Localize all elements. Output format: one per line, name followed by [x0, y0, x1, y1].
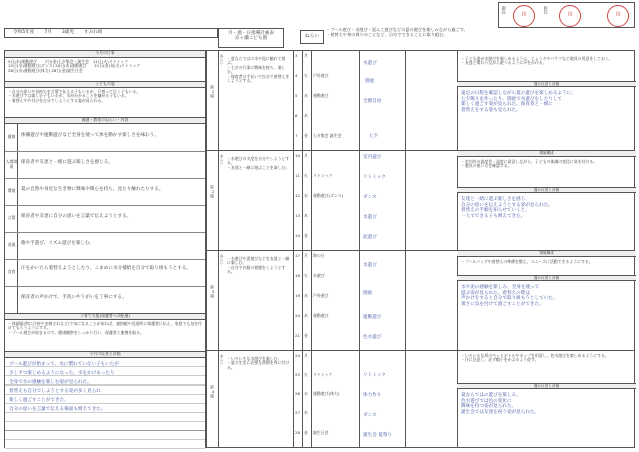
class-name: すみれ組: [83, 30, 103, 36]
handwritten-entry: 室内遊び: [363, 155, 382, 160]
page-title: 月・週・日指導計画表: [228, 31, 274, 36]
handwritten-entry: リトミック: [363, 373, 386, 378]
day-day: 28: [295, 430, 300, 435]
week-review: 夏ならではの遊びを楽しみ、 色水遊びでは色の変化に 興味を持つ姿が見られた。 誕生会では友達を祝う姿が見られた。: [461, 393, 540, 416]
header-aim-label: ねらい: [300, 30, 324, 44]
left-panel: [4, 50, 206, 448]
day-weekday: 金: [304, 133, 308, 138]
handwritten-entry: 水遊び: [363, 61, 377, 66]
domain-label: 食育: [7, 269, 16, 275]
handwritten-entry: ダンス: [363, 195, 377, 200]
month-aim: ・プール遊び・水遊び・泥んこ遊びなどの夏の遊びを楽しみながら過ごす。: [326, 27, 468, 32]
stamp-label: 園長: [501, 6, 507, 14]
day-weekday: 金: [304, 233, 308, 238]
domain-label: 健康: [7, 134, 16, 140]
handwritten-entry: 全園自由: [363, 99, 382, 104]
day-activity: 海の日: [313, 253, 325, 258]
day-day: 14: [295, 233, 300, 238]
review-label: 週の反省と評価: [457, 187, 636, 193]
day-day: 24: [295, 353, 300, 358]
domain-rows: [5, 124, 205, 313]
domain-text: 汗をかいたら着替えようとしたり、こまめに水分補給を自分で取り組もうとする。: [21, 266, 191, 271]
day-weekday: 火: [304, 372, 308, 377]
day-activity: 運動遊び: [313, 93, 329, 98]
approval-stamp: 印: [607, 5, 629, 27]
day-day: 25: [295, 372, 300, 377]
approval-stamp: 印: [559, 5, 581, 27]
day-day: 4: [295, 73, 298, 78]
day-weekday: 木: [304, 313, 308, 318]
day-activity: 誕生日会: [313, 430, 329, 435]
handwritten-entry: 水遊び: [363, 215, 377, 220]
day-activity: リトミック: [313, 372, 333, 377]
weekly-panel: [206, 50, 635, 448]
day-day: 13: [295, 213, 300, 218]
month: 7月: [44, 30, 52, 36]
day-weekday: 月: [304, 253, 308, 258]
handwritten-entry: 運動遊び: [363, 315, 382, 320]
header-left: [4, 28, 218, 38]
week-label: 第2週: [210, 185, 216, 198]
day-weekday: 水: [304, 293, 308, 298]
week-block: [207, 251, 634, 351]
section-label: 養護・教育のねらい・内容: [5, 117, 205, 124]
day-weekday: 月: [304, 53, 308, 58]
week-block: [207, 51, 634, 151]
school-name: 京ヶ瀬こども園: [234, 36, 268, 42]
day-day: 17: [295, 253, 300, 258]
day-activity: 七夕集会 誕生会: [313, 133, 342, 138]
stamp-label: 担任: [543, 6, 549, 14]
event-line: 12日(水)運動遊び(ダンス) 20日(木)運動遊び 21日(金)気(火)リトミック: [8, 63, 141, 69]
env-label: 環境構成: [457, 251, 636, 257]
week-aims: ・いろいろな水遊びを楽しむ。 ・夏の生活に必要な習慣を身に付ける。: [227, 356, 290, 370]
week-label: 第3週: [210, 285, 216, 298]
day-activity: 運動遊び(ダンス): [313, 193, 344, 198]
event-line: 26日(水)運動遊び(体力) 28日(金)誕生日会: [8, 67, 83, 73]
day-activity: リトミック: [313, 173, 333, 178]
week-plan: ・プールバッグや着替えの準備を整え、スムーズに活動できるようにする。: [461, 259, 593, 264]
domain-label: 人間関係: [5, 159, 18, 169]
age-group: 3歳児: [61, 30, 74, 36]
handwritten-entry: 園庭: [365, 79, 375, 84]
day-weekday: 水: [304, 93, 308, 98]
week-plan: ・室内外の温度差・湿度に留意しながら、子どもの体調の変化に気を付ける。 ・遊具の使い方を確認する。: [461, 159, 598, 169]
day-weekday: 水: [304, 391, 308, 396]
aim-label: ねらい: [220, 254, 225, 265]
week-block: [207, 351, 634, 449]
env-label: 環境構成: [457, 151, 636, 157]
child-text: ・自分の思いや気持ちを言葉で伝える子もいるが、戸惑って泣く子もいる。 ・水遊びでは楽しむ子もいるが、水がかかることを嫌がる子もいる。 ・着替えや片付けを自分でしようとする姿が見られる。: [8, 89, 141, 103]
week-plan: ・子ども達が水遊びを楽しめるように、じょうろやバケツなど遊具の用意をしておく。 ・友達と関わりながら遊べるように声をかける。: [461, 56, 613, 66]
aim-label: ねらい: [220, 54, 225, 65]
day-day: 21: [295, 333, 300, 338]
week-plan: ・いろいろな形のペットボトルやカップを用意し、色水遊びを楽しめるようにする。 ・汗に注意し、必ず帽子をかぶるよう促す。: [461, 353, 609, 363]
child-title: 子どもの姿: [5, 81, 205, 88]
day-weekday: 金: [304, 430, 308, 435]
day-weekday: 火: [304, 173, 308, 178]
day-weekday: 月: [304, 153, 308, 158]
month-aim: ・着替えや身の周りのことなど、自分でできることに取り組む。: [326, 31, 448, 37]
support-text: ・体調面(特に汗疹や虫刺されなど)で気になることがあれば、連絡帳や送迎時に保護者に伝え、家庭でも気を付けてもらうようにする。 ・プール遊びが始まるので、健康観察をしっかり行い、保護者と連携を取る。: [8, 321, 202, 335]
stamp-box: [498, 2, 635, 28]
monthly-reflection: プール遊びが始まって、水に慣れていない子もいたが 少しずつ楽しめるようになった。水をかけあったり 全身で水の感触を楽しむ姿が見られた。 着替えも自分でしようとする姿が多く見られ 楽しく過ごすことができた。 自分の思いを言葉で伝える場面も増えてきた。: [9, 362, 119, 413]
day-weekday: 木: [304, 113, 308, 118]
events-title: 今月の行事: [5, 51, 205, 58]
day-activity: 運動遊び: [313, 313, 329, 318]
week-review: 遠足の日程を確認しながら夏の遊びを楽しめるように、 七夕飾りを作ったり、園庭で水遊びをしたりして 楽しく過ごす姿が見られた。保育者と一緒に 着替えをする姿も見られた。: [461, 91, 576, 114]
approval-stamp: 印: [513, 5, 535, 27]
handwritten-entry: 園庭: [363, 291, 373, 296]
domain-text: 体操遊びや運動遊びなど全身を使って体を動かす楽しさを味わう。: [21, 133, 159, 138]
day-day: 6: [295, 113, 298, 118]
week-review: 友達と一緒に遊ぶ楽しさを感じ、 自分の思いを伝えようとする姿が見られた。 着替えの手順を知らせていくと、 一人でできる子も増えてきた。: [461, 197, 553, 220]
day-activity: 運動遊び(体力): [313, 391, 340, 396]
day-day: 27: [295, 410, 300, 415]
day-day: 7: [295, 133, 298, 138]
week-label: 第1週: [210, 85, 216, 98]
day-weekday: 水: [304, 193, 308, 198]
week-aims: ・水遊びや泥遊びなどを友達と一緒に楽しむ。 ・自分で衣服の着脱をしようとする。: [227, 256, 290, 275]
day-day: 11: [295, 173, 300, 178]
event-line: 5日(水)運動遊び 7日(金)七夕集会・誕生会 11日(火)リトミック: [8, 59, 129, 64]
day-day: 19: [295, 293, 300, 298]
day-day: 10: [295, 153, 300, 158]
day-day: 5: [295, 93, 298, 98]
week-label: 第4週: [210, 385, 216, 398]
day-weekday: 木: [304, 213, 308, 218]
domain-label: [5, 286, 18, 313]
week-aims: ・夏ならではの水や泥に触れて遊ぶ。 ・七夕の行事に興味を持ち、楽しむ。 ・保育者の手伝いで自分で着替えをしようとする。: [227, 56, 290, 84]
header-aims: [326, 28, 496, 46]
domain-text: 歌や手遊び、リズム遊びを楽しむ。: [21, 241, 95, 246]
fiscal-year: 令和5年度: [13, 30, 35, 36]
aim-label: ねらい: [220, 354, 225, 365]
events-list: [8, 60, 204, 73]
week-block: [207, 151, 634, 251]
review-label: 週の反省と評価: [457, 275, 636, 281]
handwritten-entry: 誕生会 夏祭り: [363, 433, 393, 438]
domain-label: 言葉: [7, 215, 16, 221]
week-aims: ・水遊びの支度を自分でしようとする。 ・友達と一緒に遊ぶことを楽しむ。: [227, 156, 290, 170]
handwritten-entry: 色水遊び: [363, 335, 382, 340]
day-day: 3: [295, 53, 298, 58]
domain-text: 夏の自然や身近な生き物に興味や関心を持ち、見たり触れたりする。: [21, 187, 164, 192]
reflection-title: 今月の反省と評価: [5, 351, 205, 358]
aim-label: ねらい: [220, 154, 225, 165]
day-weekday: 火: [304, 73, 308, 78]
handwritten-entry: リトミック: [363, 175, 386, 180]
handwritten-entry: ダンス: [363, 413, 377, 418]
handwritten-entry: 七夕: [369, 134, 379, 139]
week-review: 水や泥の感触を楽しみ、全身を使って 遊ぶ姿が見られた。着替えの際は 声かけをすると自分で取り組もうとしていた。 暑さに気を付けて過ごすことができた。: [461, 285, 558, 308]
domain-text: 保育者や友達と一緒に遊ぶ楽しさを感じる。: [21, 160, 113, 165]
day-weekday: 火: [304, 273, 308, 278]
day-weekday: 月: [304, 353, 308, 358]
handwritten-entry: 泥遊び: [363, 235, 377, 240]
handwritten-entry: 体力作り: [363, 393, 382, 398]
handwritten-entry: 水遊び: [363, 263, 377, 268]
support-title: 子育て支援(保護者への配慮): [5, 313, 205, 320]
day-activity: 戸外遊び: [313, 73, 329, 78]
review-label: 週の反省と評価: [457, 81, 636, 87]
day-activity: 水遊び: [313, 273, 325, 278]
day-weekday: 金: [304, 333, 308, 338]
domain-label: 環境: [7, 188, 16, 194]
day-weekday: 木: [304, 410, 308, 415]
day-activity: 戸外遊び: [313, 293, 329, 298]
domain-text: 保育者の声かけで、手洗いやうがいを丁寧にする。: [21, 295, 127, 300]
domain-text: 保育者や友達に自分の思いを言葉で伝えようとする。: [21, 214, 132, 219]
day-day: 20: [295, 313, 300, 318]
day-day: 18: [295, 273, 300, 278]
header-title-block: [218, 28, 284, 48]
domain-label: 表現: [7, 242, 16, 248]
day-day: 26: [295, 391, 300, 396]
review-label: 週の反省と評価: [457, 383, 636, 389]
day-day: 12: [295, 193, 300, 198]
